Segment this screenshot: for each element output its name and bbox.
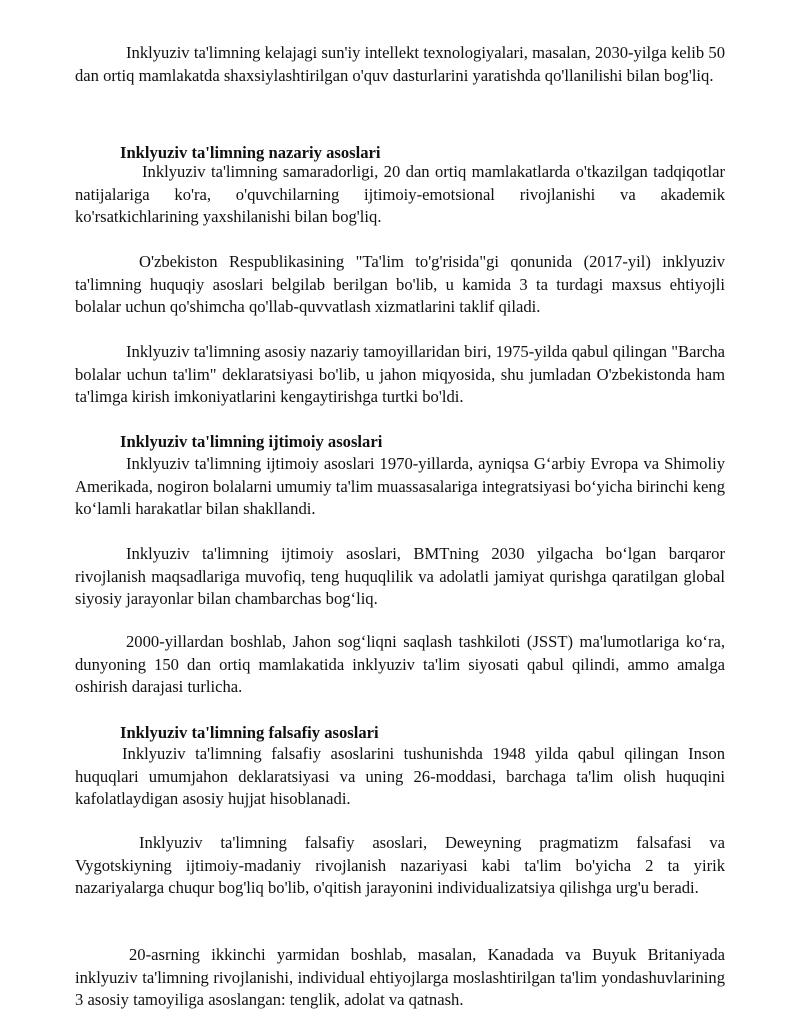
paragraph-ijtimoiy-3: 2000-yillardan boshlab, Jahon sog‘liqni saqlash tashkiloti (JSST) ma'lumotlariga ko‘ra, dunyoning 150 dan ortiq mamlakatida inklyuziv ta'lim siyosati qabul qilindi, ammo amalga oshirish darajasi turlicha. [75, 632, 725, 697]
intro-paragraph: Inklyuziv ta'limning kelajagi sun'iy intellekt texnologiyalari, masalan, 2030-yilga kelib 50 dan ortiq mamlakatda shaxsiylashtirilgan o'quv dasturlarini yaratishda qo'llanilishi bilan bog'liq. [75, 43, 725, 85]
paragraph-nazariy-2: O'zbekiston Respublikasining "Ta'lim to'g'risida"gi qonunida (2017-yil) inklyuziv ta'limning huquqiy asoslari belgilab berilgan bo'lib, u kamida 3 ta turdagi maxsus ehtiyojli bolalar uchun qo'shimcha qo'llab-quvvatlash xizmatlarini taklif qiladi. [75, 252, 725, 317]
paragraph-nazariy-3: Inklyuziv ta'limning asosiy nazariy tamoyillaridan biri, 1975-yilda qabul qilingan "Barcha bolalar uchun ta'lim" deklaratsiyasi bo'lib, u jahon miqyosida, shu jumladan O'zbekistonda ham ta'limga kirish imkoniyatlarini kengaytirishga turtki bo'ldi. [75, 342, 725, 407]
section-heading-ijtimoiy: Inklyuziv ta'limning ijtimoiy asoslari [120, 432, 383, 451]
paragraph-falsafiy-3: 20-asrning ikkinchi yarmidan boshlab, masalan, Kanadada va Buyuk Britaniyada inklyuziv ta'limning rivojlanishi, individual ehtiyojlarga moslashtirilgan ta'lim yondashuvlarining 3 asosiy tamoyiliga asoslangan: tenglik, adolat va qatnash. [75, 945, 725, 1010]
section-heading-nazariy: Inklyuziv ta'limning nazariy asoslari [120, 143, 381, 162]
paragraph-ijtimoiy-1: Inklyuziv ta'limning ijtimoiy asoslari 1970-yillarda, ayniqsa G‘arbiy Evropa va Shimoliy Amerikada, nogiron bolalarni umumiy ta'lim muassasalariga integratsiyasi bo‘yicha birinchi keng ko‘lamli harakatlar bilan shakllandi. [75, 454, 725, 519]
paragraph-falsafiy-2: Inklyuziv ta'limning falsafiy asoslari, Deweyning pragmatizm falsafasi va Vygotskiyning ijtimoiy-madaniy rivojlanish nazariyasi kabi ta'lim bo'yicha 2 ta yirik nazariyalarga chuqur bog'liq bo'lib, o'qitish jarayonini individualizatsiya qilishga urg'u beradi. [75, 833, 725, 898]
section-heading-falsafiy: Inklyuziv ta'limning falsafiy asoslari [120, 723, 379, 742]
paragraph-falsafiy-1: Inklyuziv ta'limning falsafiy asoslarini tushunishda 1948 yilda qabul qilingan Inson huquqlari umumjahon deklaratsiyasi va uning 26-moddasi, barchaga ta'lim olish huquqini kafolatlaydigan asosiy hujjat hisoblanadi. [75, 744, 725, 809]
paragraph-ijtimoiy-2: Inklyuziv ta'limning ijtimoiy asoslari, BMTning 2030 yilgacha bo‘lgan barqaror rivojlanish maqsadlariga muvofiq, teng huquqlilik va adolatli jamiyat qurishga qaratilgan global siyosiy jarayonlar bilan chambarchas bog‘liq. [75, 544, 725, 609]
paragraph-nazariy-1: Inklyuziv ta'limning samaradorligi, 20 dan ortiq mamlakatlarda o'tkazilgan tadqiqotlar natijalariga ko'ra, o'quvchilarning ijtimoiy-emotsional rivojlanishi va akademik ko'rsatkichlarining yaxshilanishi bilan bog'liq. [75, 162, 725, 227]
